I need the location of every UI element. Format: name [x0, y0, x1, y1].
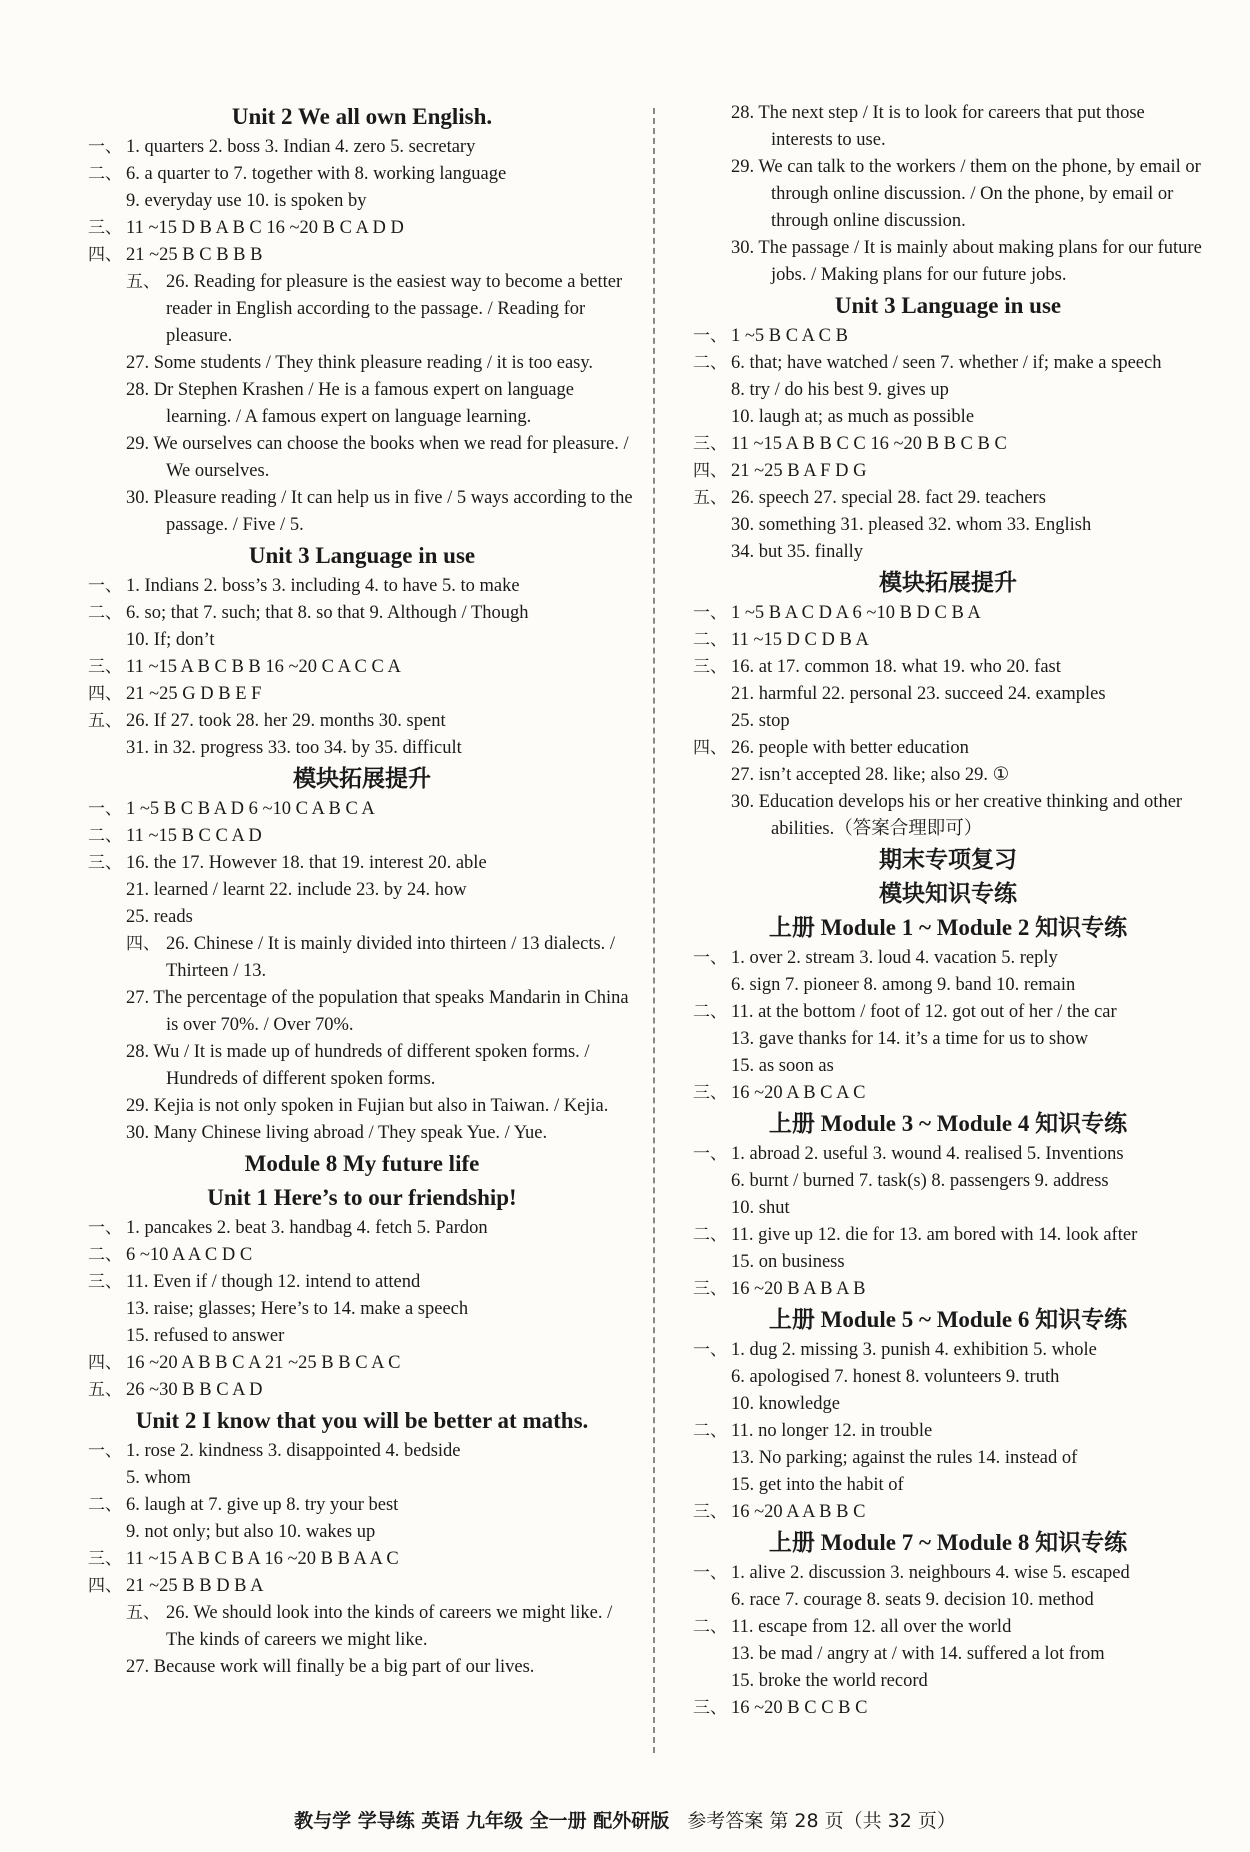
- answer-line: [88, 708, 636, 735]
- answer-text: 16 ~20 B A B A B: [731, 1279, 866, 1299]
- answer-line: 13. gave thanks for 14. it’s a time for us to show: [731, 1029, 1089, 1049]
- section-number: 三、: [693, 1279, 727, 1299]
- answer-line: 30. Pleasure reading / It can help us in five / 5 ways according to the passage. / Five / 5.: [126, 488, 633, 535]
- answer-text: 1. over 2. stream 3. loud 4. vacation 5. reply: [731, 948, 1058, 968]
- section-number: 二、: [88, 603, 122, 623]
- answer-line: 28. Dr Stephen Krashen / He is a famous expert on language learning. / A famous expert on language learning.: [126, 380, 574, 427]
- answer-line: [693, 1499, 1203, 1526]
- section-number: 二、: [693, 353, 727, 373]
- answer-text: 1 ~5 B A C D A 6 ~10 B D C B A: [731, 603, 981, 623]
- answer-line: 15. refused to answer: [126, 1326, 285, 1346]
- answer-line: 6. apologised 7. honest 8. volunteers 9. truth: [731, 1367, 1060, 1387]
- footer-page-number: 第 28 页（共 32 页）: [769, 1810, 956, 1832]
- answer-text: 1. dug 2. missing 3. punish 4. exhibition 5. whole: [731, 1340, 1097, 1360]
- answer-text: 26. speech 27. special 28. fact 29. teachers: [731, 488, 1046, 508]
- section-number: 三、: [88, 853, 122, 873]
- section-number: 五、: [88, 1380, 122, 1400]
- answer-line: [88, 215, 636, 242]
- answer-line: [693, 627, 1203, 654]
- section-number: 四、: [126, 934, 160, 954]
- section-number: 四、: [88, 1353, 122, 1373]
- section-heading: Unit 2 We all own English.: [231, 104, 493, 129]
- answer-text: 11. at the bottom / foot of 12. got out of her / the car: [731, 1002, 1117, 1022]
- section-number: 二、: [693, 1617, 727, 1637]
- answer-line: [693, 431, 1203, 458]
- section-number: 三、: [693, 1698, 727, 1718]
- section-number: 一、: [693, 326, 727, 346]
- section-number: 二、: [693, 1421, 727, 1441]
- answer-line: [693, 458, 1203, 485]
- answer-line: [88, 242, 636, 269]
- section-number: 五、: [126, 272, 160, 292]
- answer-line: 34. but 35. finally: [731, 542, 864, 562]
- answer-line: 10. If; don’t: [126, 630, 215, 650]
- section-heading: 上册 Module 1 ~ Module 2 知识专练: [768, 915, 1128, 940]
- section-heading: 模块知识专练: [879, 881, 1017, 906]
- answer-line: [693, 945, 1203, 972]
- answer-text: 11 ~15 B C C A D: [126, 826, 262, 846]
- answer-text: 6. a quarter to 7. together with 8. working language: [126, 164, 507, 184]
- answer-line: [88, 654, 636, 681]
- answer-line: [693, 1337, 1203, 1364]
- answer-text: 21 ~25 B B D B A: [126, 1576, 264, 1596]
- answer-line: 27. Because work will finally be a big part of our lives.: [126, 1657, 535, 1677]
- answer-line: 13. No parking; against the rules 14. instead of: [731, 1448, 1078, 1468]
- answer-line: 29. We ourselves can choose the books when we read for pleasure. / We ourselves.: [126, 434, 629, 481]
- section-number: 一、: [693, 1563, 727, 1583]
- section-number: 三、: [88, 1549, 122, 1569]
- answer-text: 1. quarters 2. boss 3. Indian 4. zero 5. secretary: [126, 137, 476, 157]
- answer-line: 28. The next step / It is to look for careers that put those interests to use.: [731, 103, 1145, 150]
- section-number: 四、: [88, 245, 122, 265]
- section-number: 二、: [88, 826, 122, 846]
- answer-line: 29. We can talk to the workers / them on the phone, by email or through online discussion. / On the phone, by email or through online discussion.: [731, 157, 1201, 231]
- answer-text: 11 ~15 D B A B C 16 ~20 B C A D D: [126, 218, 404, 238]
- answer-line: 30. The passage / It is mainly about making plans for our future jobs. / Making plans for our future jobs.: [731, 238, 1202, 285]
- answer-line: 27. The percentage of the population that speaks Mandarin in China is over 70%. / Over 70%.: [126, 988, 629, 1035]
- answer-line: [88, 1350, 636, 1377]
- answer-line: 6. sign 7. pioneer 8. among 9. band 10. remain: [731, 975, 1076, 995]
- section-number: 三、: [88, 1272, 122, 1292]
- answer-line: [693, 1614, 1203, 1641]
- answer-text: 11 ~15 D C D B A: [731, 630, 869, 650]
- section-number: 一、: [88, 1218, 122, 1238]
- section-number: 一、: [88, 576, 122, 596]
- answer-line: 29. Kejia is not only spoken in Fujian but also in Taiwan. / Kejia.: [126, 1096, 609, 1116]
- section-heading: 上册 Module 3 ~ Module 4 知识专练: [768, 1111, 1128, 1136]
- answer-line: 10. shut: [731, 1198, 790, 1218]
- section-heading: Unit 2 I know that you will be better at maths.: [135, 1408, 589, 1433]
- answer-line: [88, 1546, 636, 1573]
- section-number: 一、: [88, 1441, 122, 1461]
- answer-line: [88, 1269, 636, 1296]
- answer-text: 11. Even if / though 12. intend to attend: [126, 1272, 421, 1292]
- answer-line: [88, 796, 636, 823]
- answer-line: 15. get into the habit of: [731, 1475, 904, 1495]
- section-number: 五、: [88, 711, 122, 731]
- answer-line: [88, 1242, 636, 1269]
- left-column: [88, 100, 636, 1681]
- answer-line: [88, 1600, 636, 1654]
- section-heading: 上册 Module 7 ~ Module 8 知识专练: [768, 1530, 1128, 1555]
- section-number: 三、: [693, 1502, 727, 1522]
- answer-text: 11 ~15 A B C B B 16 ~20 C A C C A: [126, 657, 401, 677]
- section-number: 二、: [88, 1245, 122, 1265]
- answer-text: 11. give up 12. die for 13. am bored with 14. look after: [731, 1225, 1138, 1245]
- answer-line: [693, 654, 1203, 681]
- answer-line: [693, 1141, 1203, 1168]
- answer-text: 16 ~20 A B B C A 21 ~25 B B C A C: [126, 1353, 401, 1373]
- answer-line: 30. something 31. pleased 32. whom 33. English: [731, 515, 1092, 535]
- answer-text: 21 ~25 B A F D G: [731, 461, 867, 481]
- answer-line: 10. laugh at; as much as possible: [731, 407, 975, 427]
- answer-line: [88, 1438, 636, 1465]
- answer-text: 6 ~10 A A C D C: [126, 1245, 253, 1265]
- section-heading: 期末专项复习: [879, 847, 1017, 872]
- answer-line: 13. raise; glasses; Here’s to 14. make a speech: [126, 1299, 469, 1319]
- answer-line: 5. whom: [126, 1468, 191, 1488]
- answer-line: 30. Education develops his or her creative thinking and other abilities.（答案合理即可）: [731, 792, 1183, 839]
- section-number: 一、: [88, 799, 122, 819]
- answer-line: 13. be mad / angry at / with 14. suffered a lot from: [731, 1644, 1105, 1664]
- answer-text: 1. rose 2. kindness 3. disappointed 4. bedside: [126, 1441, 461, 1461]
- section-number: 三、: [693, 657, 727, 677]
- answer-line: [693, 735, 1203, 762]
- section-number: 一、: [88, 137, 122, 157]
- answer-line: [693, 1560, 1203, 1587]
- section-number: 四、: [693, 738, 727, 758]
- answer-text: 1. abroad 2. useful 3. wound 4. realised 5. Inventions: [731, 1144, 1124, 1164]
- section-number: 二、: [693, 1002, 727, 1022]
- section-heading: 模块拓展提升: [879, 570, 1017, 595]
- answer-text: 11. no longer 12. in trouble: [731, 1421, 933, 1441]
- answer-line: [693, 1695, 1203, 1722]
- answer-line: [88, 134, 636, 161]
- section-number: 一、: [693, 948, 727, 968]
- answer-line: [88, 161, 636, 188]
- answer-line: [88, 1215, 636, 1242]
- answer-line: [693, 1222, 1203, 1249]
- answer-text: 16. the 17. However 18. that 19. interest 20. able: [126, 853, 487, 873]
- section-number: 一、: [693, 1340, 727, 1360]
- answer-text: 6. that; have watched / seen 7. whether / if; make a speech: [731, 353, 1162, 373]
- answer-text: 21 ~25 G D B E F: [126, 684, 262, 704]
- section-number: 一、: [693, 1144, 727, 1164]
- section-number: 五、: [693, 488, 727, 508]
- column-divider: [653, 108, 655, 1753]
- answer-line: 27. isn’t accepted 28. like; also 29. ①: [731, 765, 1010, 785]
- answer-line: 15. as soon as: [731, 1056, 834, 1076]
- answer-text: 11 ~15 A B C B A 16 ~20 B B A A C: [126, 1549, 399, 1569]
- answer-line: 6. burnt / burned 7. task(s) 8. passengers 9. address: [731, 1171, 1109, 1191]
- answer-line: [693, 485, 1203, 512]
- answer-text: 16. at 17. common 18. what 19. who 20. fast: [731, 657, 1061, 677]
- answer-line: 30. Many Chinese living abroad / They speak Yue. / Yue.: [126, 1123, 548, 1143]
- answer-text: 6. so; that 7. such; that 8. so that 9. Although / Though: [126, 603, 529, 623]
- answer-line: [88, 823, 636, 850]
- answer-line: 28. Wu / It is made up of hundreds of different spoken forms. / Hundreds of different spoken forms.: [126, 1042, 590, 1089]
- section-heading: Module 8 My future life: [244, 1151, 480, 1176]
- section-number: 五、: [126, 1603, 160, 1623]
- answer-text: 26. Chinese / It is mainly divided into thirteen / 13 dialects. / Thirteen / 13.: [166, 934, 616, 981]
- answer-text: 1 ~5 B C B A D 6 ~10 C A B C A: [126, 799, 375, 819]
- answer-line: 9. everyday use 10. is spoken by: [126, 191, 367, 211]
- section-number: 二、: [88, 1495, 122, 1515]
- section-number: 三、: [88, 657, 122, 677]
- answer-text: 21 ~25 B C B B B: [126, 245, 263, 265]
- answer-text: 26. We should look into the kinds of careers we might like. / The kinds of careers we might like.: [166, 1603, 613, 1650]
- answer-text: 26 ~30 B B C A D: [126, 1380, 263, 1400]
- answer-text: 1. alive 2. discussion 3. neighbours 4. wise 5. escaped: [731, 1563, 1130, 1583]
- answer-text: 26. If 27. took 28. her 29. months 30. spent: [126, 711, 446, 731]
- answer-text: 26. people with better education: [731, 738, 969, 758]
- footer-series: 教与学 学导练 英语 九年级 全一册 配外研版: [294, 1810, 670, 1832]
- answer-line: [88, 850, 636, 877]
- answer-line: 27. Some students / They think pleasure reading / it is too easy.: [126, 353, 594, 373]
- section-number: 一、: [693, 603, 727, 623]
- answer-line: 8. try / do his best 9. gives up: [731, 380, 949, 400]
- section-heading: 模块拓展提升: [293, 766, 431, 791]
- section-number: 三、: [693, 1083, 727, 1103]
- answer-line: [88, 931, 636, 985]
- section-heading: Unit 3 Language in use: [834, 293, 1062, 318]
- footer-section: 参考答案: [687, 1810, 764, 1832]
- answer-text: 11. escape from 12. all over the world: [731, 1617, 1012, 1637]
- answer-line: [88, 681, 636, 708]
- answer-line: 15. on business: [731, 1252, 845, 1272]
- answer-text: 26. Reading for pleasure is the easiest way to become a better reader in English according to the passage. / Reading for pleasure.: [166, 272, 623, 346]
- section-number: 四、: [88, 1576, 122, 1596]
- answer-text: 11 ~15 A B B C C 16 ~20 B B C B C: [731, 434, 1007, 454]
- answer-line: 25. stop: [731, 711, 790, 731]
- answer-text: 16 ~20 B C C B C: [731, 1698, 868, 1718]
- answer-text: 1. Indians 2. boss’s 3. including 4. to have 5. to make: [126, 576, 520, 596]
- answer-line: [88, 269, 636, 350]
- section-heading: 上册 Module 5 ~ Module 6 知识专练: [768, 1307, 1128, 1332]
- section-number: 四、: [693, 461, 727, 481]
- answer-line: 21. learned / learnt 22. include 23. by 24. how: [126, 880, 467, 900]
- answer-line: [88, 600, 636, 627]
- answer-line: 21. harmful 22. personal 23. succeed 24. examples: [731, 684, 1106, 704]
- answer-line: [693, 1276, 1203, 1303]
- section-heading: Unit 3 Language in use: [248, 543, 476, 568]
- answer-text: 1. pancakes 2. beat 3. handbag 4. fetch 5. Pardon: [126, 1218, 488, 1238]
- answer-line: [88, 1377, 636, 1404]
- answer-text: 6. laugh at 7. give up 8. try your best: [126, 1495, 399, 1515]
- answer-line: [693, 999, 1203, 1026]
- section-number: 四、: [88, 684, 122, 704]
- answer-line: [693, 600, 1203, 627]
- section-number: 三、: [693, 434, 727, 454]
- answer-line: 31. in 32. progress 33. too 34. by 35. difficult: [126, 738, 462, 758]
- section-number: 二、: [693, 1225, 727, 1245]
- answer-line: 15. broke the world record: [731, 1671, 928, 1691]
- section-heading: Unit 1 Here’s to our friendship!: [207, 1185, 517, 1210]
- answer-line: [88, 573, 636, 600]
- section-number: 二、: [88, 164, 122, 184]
- answer-line: [88, 1492, 636, 1519]
- answer-line: 6. race 7. courage 8. seats 9. decision 10. method: [731, 1590, 1094, 1610]
- answer-line: 9. not only; but also 10. wakes up: [126, 1522, 376, 1542]
- answer-text: 1 ~5 B C A C B: [731, 326, 848, 346]
- answer-line: 10. knowledge: [731, 1394, 840, 1414]
- right-column: [693, 100, 1203, 1722]
- section-number: 三、: [88, 218, 122, 238]
- answer-line: [88, 1573, 636, 1600]
- answer-line: [693, 1080, 1203, 1107]
- page-footer: [0, 1806, 1250, 1833]
- answer-line: [693, 350, 1203, 377]
- answer-text: 16 ~20 A B C A C: [731, 1083, 866, 1103]
- answer-line: [693, 323, 1203, 350]
- answer-line: 25. reads: [126, 907, 193, 927]
- answer-text: 16 ~20 A A B B C: [731, 1502, 866, 1522]
- section-number: 二、: [693, 630, 727, 650]
- answer-line: [693, 1418, 1203, 1445]
